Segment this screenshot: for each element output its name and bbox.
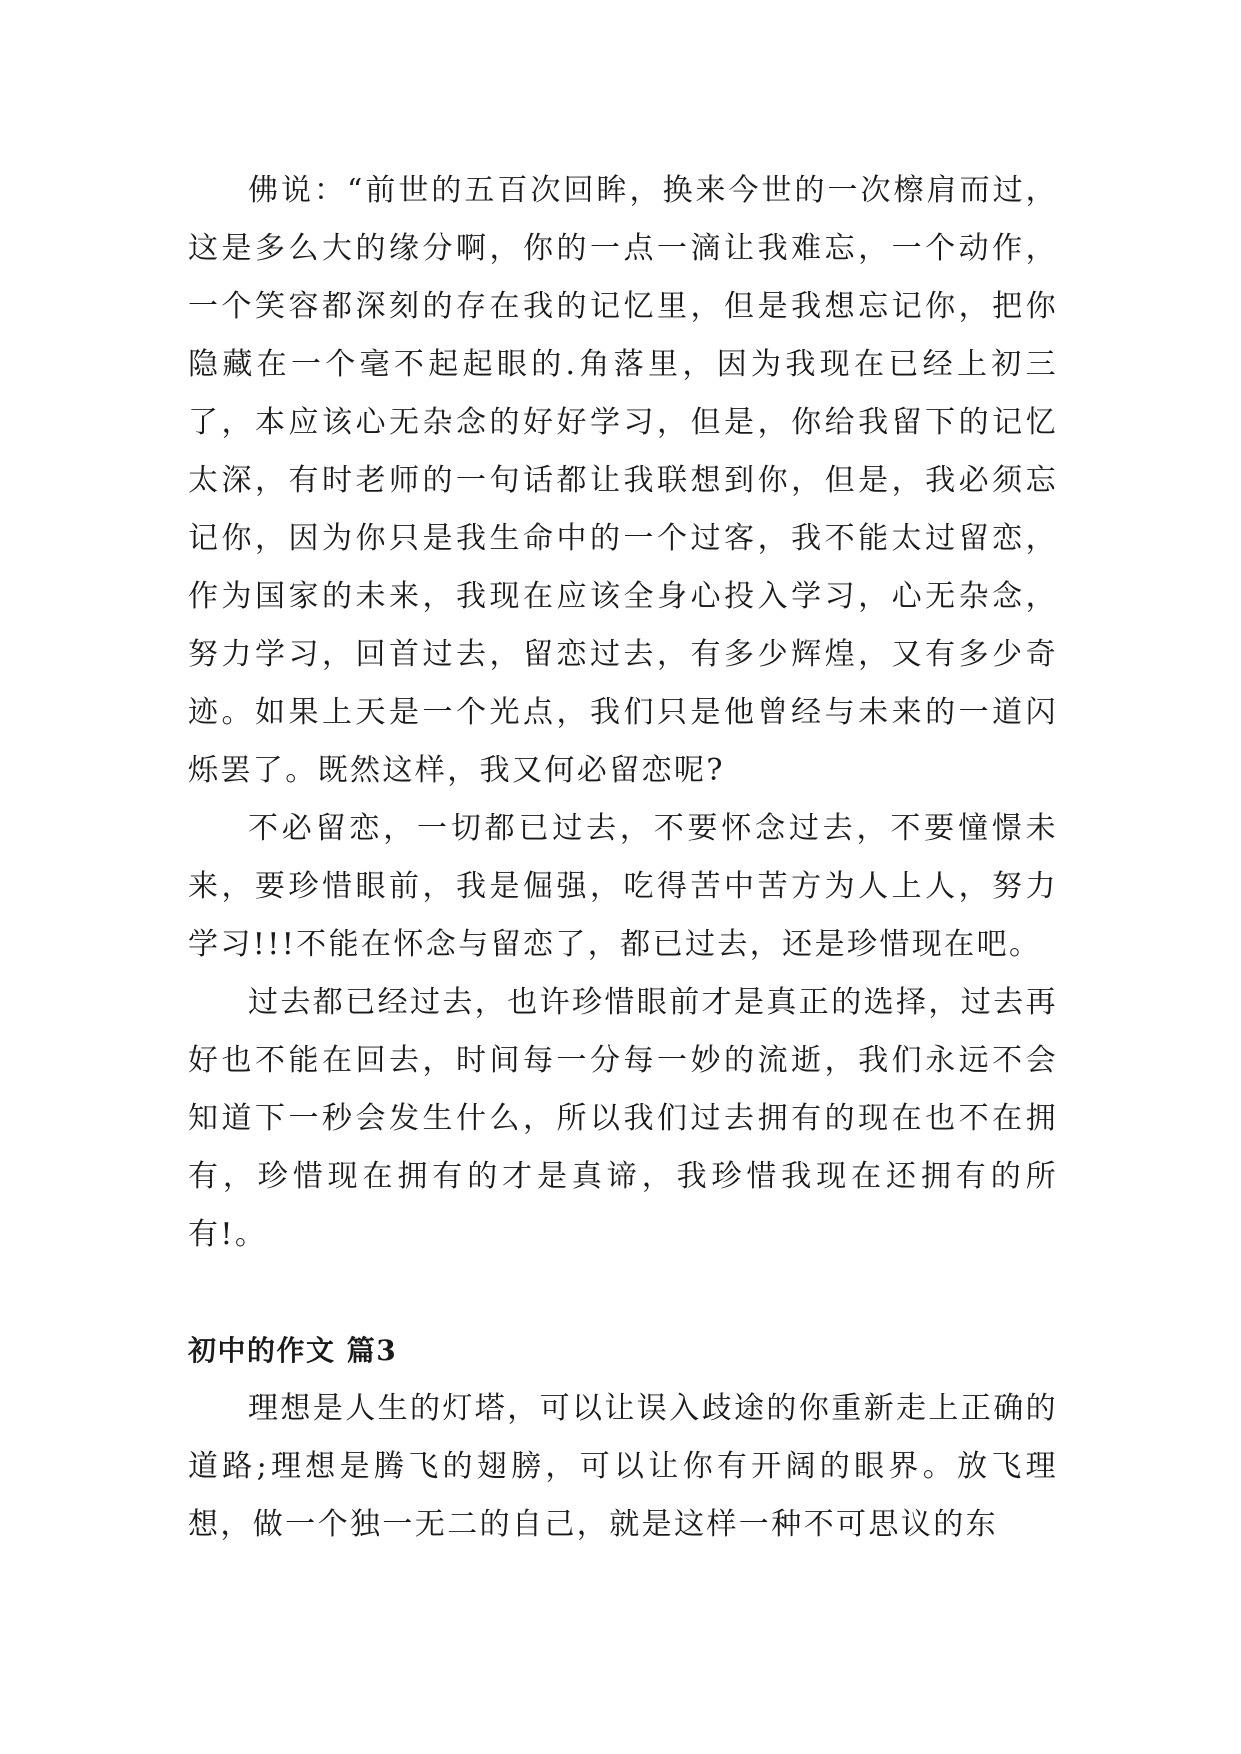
paragraph-past-is-past: 过去都已经过去，也许珍惜眼前才是真正的选择，过去再好也不能在回去，时间每一分每一妙的流逝，我们永远不会知道下一秒会发生什么，所以我们过去拥有的现在也不在拥有，珍惜现在拥有的才是真谛，我珍惜我现在还拥有的所有!。 xyxy=(188,985,1058,1252)
paragraph-ideals: 理想是人生的灯塔，可以让误入歧途的你重新走上正确的道路;理想是腾飞的翅膀，可以让你有开阔的眼界。放飞理想，做一个独一无二的自己，就是这样一种不可思议的东 xyxy=(188,1391,1058,1542)
document-page xyxy=(188,162,1058,1554)
paragraph-buddha-quote: 佛说：“前世的五百次回眸，换来今世的一次檫肩而过，这是多么大的缘分啊，你的一点一滴让我难忘，一个动作，一个笑容都深刻的存在我的记忆里，但是我想忘记你，把你隐藏在一个毫不起起眼的.角落里，因为我现在已经上初三了，本应该心无杂念的好好学习，但是，你给我留下的记忆太深，有时老师的一句话都让我联想到你，但是，我必须忘记你，因为你只是我生命中的一个过客，我不能太过留恋，作为国家的未来，我现在应该全身心投入学习，心无杂念，努力学习，回首过去，留恋过去，有多少辉煌，又有多少奇迹。如果上天是一个光点，我们只是他曾经与未来的一道闪烁罢了。既然这样，我又何必留恋呢? xyxy=(188,173,1058,788)
paragraph-no-longing: 不必留恋，一切都已过去，不要怀念过去，不要憧憬未来，要珍惜眼前，我是倔强，吃得苦中苦方为人上人，努力学习!!!不能在怀念与留恋了，都已过去，还是珍惜现在吧。 xyxy=(188,811,1058,962)
section-heading: 初中的作文 篇3 xyxy=(188,1334,398,1367)
